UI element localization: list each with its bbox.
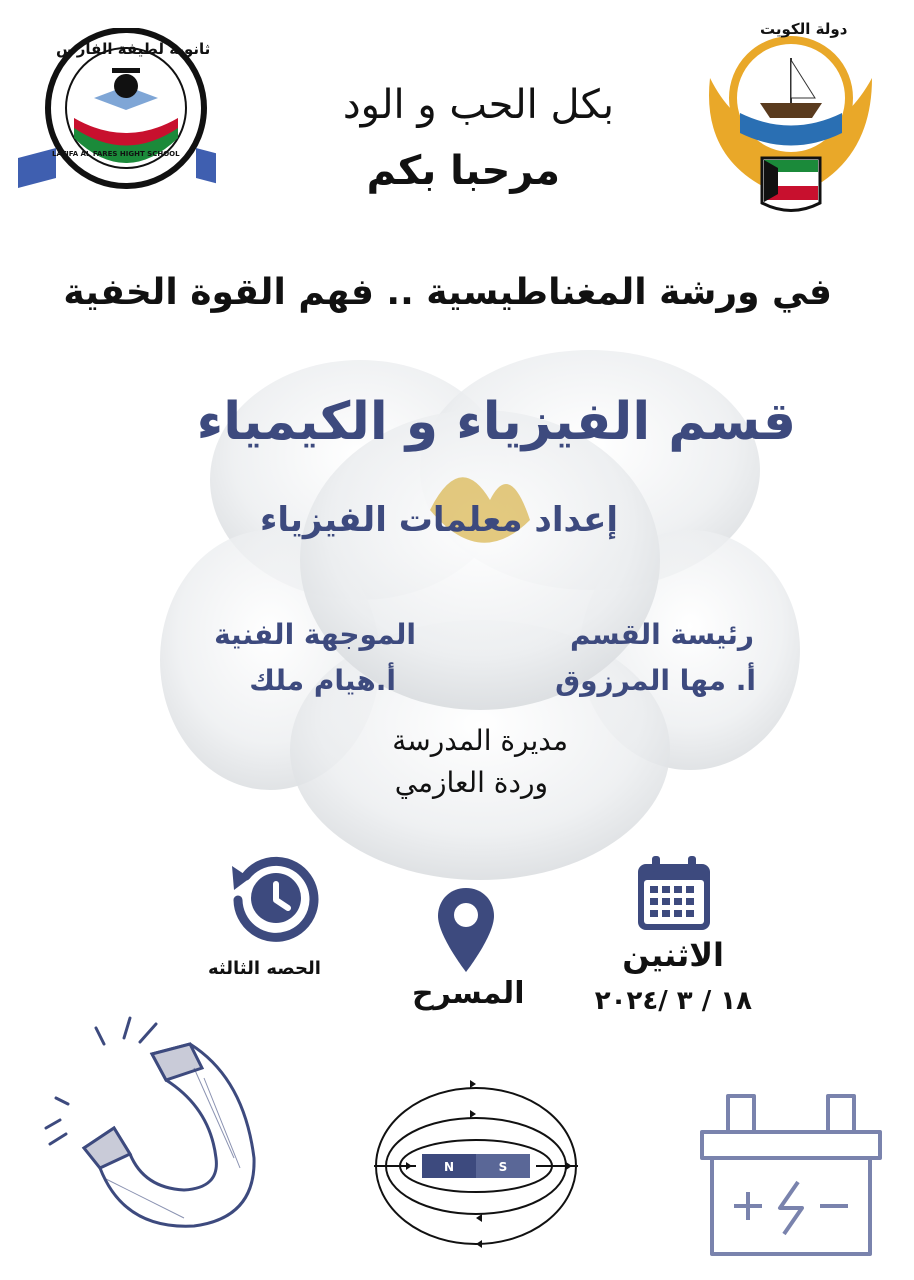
calendar-icon (636, 856, 712, 932)
school-logo-arabic-name: ثانوية لطيفة الفارس (56, 40, 211, 58)
bar-magnet-field-icon (372, 1058, 580, 1266)
magnet-north-label: N (443, 1160, 455, 1174)
event-period: الحصه الثالثه (208, 958, 321, 979)
principal-title: مديرة المدرسة (392, 724, 568, 757)
event-date: ١٨ / ٣ /٢٠٢٤ (594, 986, 752, 1016)
prepared-by: إعداد معلمات الفيزياء (260, 500, 618, 540)
greeting-line-2: مرحبا بكم (366, 148, 560, 194)
greeting-line-1: بكل الحب و الود (342, 82, 614, 128)
location-pin-icon (436, 886, 496, 974)
magnet-south-label: S (498, 1160, 508, 1174)
workshop-title: في ورشة المغناطيسية .. فهم القوة الخفية (63, 272, 832, 313)
technical-supervisor-name: أ.هيام ملك (249, 664, 396, 697)
horseshoe-magnet-icon (44, 1008, 274, 1238)
school-logo-english-name: LATIFA AL FARES HIGHT SCHOOL (52, 150, 180, 158)
event-place: المسرح (412, 976, 525, 1011)
technical-supervisor-title: الموجهة الفنية (214, 618, 416, 651)
principal-name: وردة العازمي (394, 766, 548, 799)
event-day: الاثنين (622, 936, 724, 974)
kuwait-emblem (700, 18, 882, 218)
head-of-department-name: أ. مها المرزوق (555, 664, 756, 697)
department-title: قسم الفيزياء و الكيمياء (196, 392, 796, 452)
battery-icon (698, 1090, 884, 1262)
emblem-text: دولة الكويت (760, 20, 848, 38)
clock-history-icon (226, 848, 322, 944)
head-of-department-title: رئيسة القسم (570, 618, 754, 651)
